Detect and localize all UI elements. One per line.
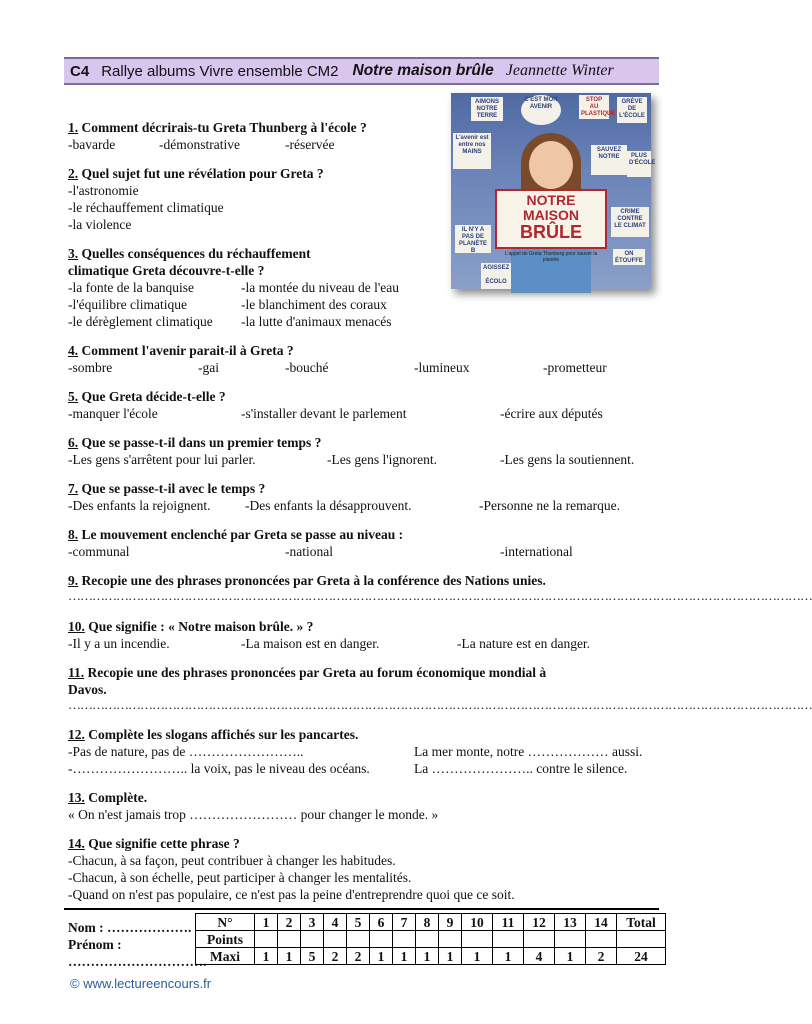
question-number: 5. xyxy=(68,389,79,404)
question-text: Davos. xyxy=(68,682,107,697)
cover-subtitle: L'appel de Greta Thunberg pour sauver la planète xyxy=(504,251,598,263)
question-11 xyxy=(68,664,546,681)
question-number: 1. xyxy=(68,120,79,135)
table-cell: 13 xyxy=(555,914,586,931)
option: -le blanchiment des coraux xyxy=(241,297,387,312)
option: -la fonte de la banquise xyxy=(68,280,194,295)
option: -s'installer devant le parlement xyxy=(241,406,407,421)
option: -national xyxy=(285,544,333,559)
option: -réservée xyxy=(285,137,335,152)
question-text: Quelles conséquences du réchauffement xyxy=(81,246,311,261)
option: -La nature est en danger. xyxy=(457,636,591,651)
answer-line[interactable]: …………………………………………………………………………………………………………………………………………………………………… xyxy=(68,588,812,603)
table-cell: 12 xyxy=(524,914,555,931)
points-cell[interactable] xyxy=(278,931,301,948)
option: -sombre xyxy=(68,360,113,375)
option: -gai xyxy=(198,360,219,375)
option: -l'astronomie xyxy=(68,183,139,198)
table-cell: 1 xyxy=(255,914,278,931)
table-cell: 2 xyxy=(586,948,617,965)
option: -prometteur xyxy=(543,360,607,375)
question-text: Complète les slogans affichés sur les pancartes. xyxy=(88,727,359,742)
question-4 xyxy=(68,342,294,359)
table-cell: 5 xyxy=(347,914,370,931)
points-cell[interactable] xyxy=(301,931,324,948)
table-cell: 1 xyxy=(255,948,278,965)
question-text: Comment l'avenir parait-il à Greta ? xyxy=(81,343,294,358)
option: -bouché xyxy=(285,360,329,375)
question-text: climatique Greta découvre-t-elle ? xyxy=(68,263,265,278)
slogan-blank[interactable]: La ………………….. contre le silence. xyxy=(414,761,628,776)
table-cell: Total xyxy=(617,914,666,931)
option: -Chacun, à son échelle, peut participer à changer les mentalités. xyxy=(68,870,412,885)
row-label: Maxi xyxy=(196,948,255,965)
score-table xyxy=(195,913,666,965)
table-cell: 7 xyxy=(393,914,416,931)
series-label: Rallye albums Vivre ensemble CM2 xyxy=(101,62,339,80)
points-cell[interactable] xyxy=(255,931,278,948)
cover-sign: STOP AU PLASTIQUE xyxy=(581,97,616,117)
question-text: Que signifie cette phrase ? xyxy=(88,836,240,851)
cover-title-box xyxy=(495,189,607,249)
table-row-points xyxy=(196,931,666,948)
option: -le dérèglement climatique xyxy=(68,314,213,329)
question-text: Recopie une des phrases prononcées par Greta au forum économique mondial à xyxy=(87,665,547,680)
copyright-link[interactable]: © www.lectureencours.fr xyxy=(70,976,212,991)
table-cell: 4 xyxy=(324,914,347,931)
option: -Les gens s'arrêtent pour lui parler. xyxy=(68,452,256,467)
option: -communal xyxy=(68,544,130,559)
option: -la montée du niveau de l'eau xyxy=(241,280,399,295)
points-cell[interactable] xyxy=(524,931,555,948)
points-cell[interactable] xyxy=(586,931,617,948)
level-label: C4 xyxy=(70,62,90,80)
option: -Les gens la soutiennent. xyxy=(500,452,635,467)
question-number: 2. xyxy=(68,166,79,181)
table-cell: 24 xyxy=(617,948,666,965)
question-number: 8. xyxy=(68,527,79,542)
option: -le réchauffement climatique xyxy=(68,200,224,215)
table-cell: 1 xyxy=(493,948,524,965)
cover-sign: C'EST MON AVENIR xyxy=(521,95,561,125)
points-cell[interactable] xyxy=(439,931,462,948)
cover-title-line: NOTRE xyxy=(526,192,576,208)
question-6 xyxy=(68,434,321,451)
table-cell: 10 xyxy=(462,914,493,931)
cover-title-line: MAISON xyxy=(523,207,579,223)
fill-in-blank[interactable]: « On n'est jamais trop …………………… pour changer le monde. » xyxy=(68,807,439,822)
firstname-label: Prénom : xyxy=(68,937,122,952)
cover-sign: L'avenir est entre nos MAINS xyxy=(453,133,491,169)
question-number: 12. xyxy=(68,727,85,742)
cover-sign: ON ÉTOUFFE xyxy=(613,249,645,265)
table-cell: 1 xyxy=(393,948,416,965)
cover-title-line: BRÛLE xyxy=(520,222,582,242)
table-cell: 1 xyxy=(278,948,301,965)
question-number: 13. xyxy=(68,790,85,805)
question-number: 11. xyxy=(68,665,85,680)
name-field[interactable]: Nom : ………………. xyxy=(68,920,192,935)
slogan-blank[interactable]: -Pas de nature, pas de …………………….. xyxy=(68,744,304,759)
table-cell: 6 xyxy=(370,914,393,931)
option: -l'équilibre climatique xyxy=(68,297,188,312)
question-12 xyxy=(68,726,358,743)
table-row-maxi xyxy=(196,948,666,965)
table-cell: 9 xyxy=(439,914,462,931)
question-number: 14. xyxy=(68,836,85,851)
option: -international xyxy=(500,544,573,559)
option: -Quand on n'est pas populaire, ce n'est pas la peine d'entreprendre quoi que ce soit. xyxy=(68,887,515,902)
slogan-blank[interactable]: La mer monte, notre ……………… aussi. xyxy=(414,744,643,759)
worksheet-header xyxy=(64,57,659,85)
table-row-numbers xyxy=(196,914,666,931)
table-cell: 1 xyxy=(462,948,493,965)
question-number: 3. xyxy=(68,246,79,261)
table-cell: 8 xyxy=(416,914,439,931)
question-text: Que se passe-t-il dans un premier temps ? xyxy=(81,435,322,450)
question-9 xyxy=(68,572,546,589)
cover-sign: ÉCOLO xyxy=(481,277,511,289)
points-cell[interactable] xyxy=(370,931,393,948)
points-cell[interactable] xyxy=(493,931,524,948)
option: -Des enfants la rejoignent. xyxy=(68,498,211,513)
book-cover-image xyxy=(451,93,656,289)
table-cell: 1 xyxy=(555,948,586,965)
points-cell[interactable] xyxy=(324,931,347,948)
question-10 xyxy=(68,618,313,635)
option: -démonstrative xyxy=(159,137,240,152)
cover-sign: GRÈVE DE L'ÉCOLE xyxy=(617,97,647,123)
question-number: 4. xyxy=(68,343,79,358)
question-13 xyxy=(68,789,147,806)
table-cell: 2 xyxy=(347,948,370,965)
row-label: N° xyxy=(196,914,255,931)
table-cell: 2 xyxy=(278,914,301,931)
option: -Personne ne la remarque. xyxy=(479,498,620,513)
question-1 xyxy=(68,119,367,136)
option: -Il y a un incendie. xyxy=(68,636,170,651)
option: -écrire aux députés xyxy=(500,406,603,421)
points-cell[interactable] xyxy=(393,931,416,948)
points-cell[interactable] xyxy=(617,931,666,948)
cover-illustration-face xyxy=(529,141,573,189)
question-text: Complète. xyxy=(88,790,148,805)
points-cell[interactable] xyxy=(347,931,370,948)
question-number: 7. xyxy=(68,481,79,496)
table-cell: 1 xyxy=(439,948,462,965)
question-7 xyxy=(68,480,265,497)
option: -lumineux xyxy=(414,360,470,375)
answer-line[interactable]: …………………………………………………………………………………………………………………………………………………………………… xyxy=(68,697,812,712)
slogan-blank[interactable]: -…………………….. la voix, pas le niveau des océans. xyxy=(68,761,370,776)
cover-sign: IL N'Y A PAS DE PLANÈTE B xyxy=(455,225,491,253)
table-cell: 2 xyxy=(324,948,347,965)
option: -Des enfants la désapprouvent. xyxy=(245,498,412,513)
question-text: Que se passe-t-il avec le temps ? xyxy=(81,481,266,496)
divider xyxy=(64,908,659,910)
cover-sign: AIMONS NOTRE TERRE xyxy=(471,97,503,121)
table-cell: 1 xyxy=(370,948,393,965)
points-cell[interactable] xyxy=(462,931,493,948)
table-cell: 4 xyxy=(524,948,555,965)
question-number: 6. xyxy=(68,435,79,450)
question-text: Que signifie : « Notre maison brûle. » ? xyxy=(88,619,314,634)
option: -la violence xyxy=(68,217,132,232)
question-14 xyxy=(68,835,240,852)
cover-sign: CRIME CONTRE LE CLIMAT xyxy=(611,207,649,237)
question-text: Le mouvement enclenché par Greta se passe au niveau : xyxy=(81,527,404,542)
book-title: Notre maison brûle xyxy=(352,62,494,79)
question-text: Comment décrirais-tu Greta Thunberg à l'école ? xyxy=(81,120,367,135)
option: -La maison est en danger. xyxy=(241,636,380,651)
question-text: Quel sujet fut une révélation pour Greta ? xyxy=(81,166,324,181)
row-label: Points xyxy=(196,931,255,948)
question-3-line2 xyxy=(68,262,264,279)
question-text: Que Greta décide-t-elle ? xyxy=(81,389,226,404)
question-text: Recopie une des phrases prononcées par Greta à la conférence des Nations unies. xyxy=(81,573,546,588)
table-cell: 11 xyxy=(493,914,524,931)
question-2 xyxy=(68,165,324,182)
cover-sign: AGISSEZ xyxy=(481,263,511,277)
option: -la lutte d'animaux menacés xyxy=(241,314,392,329)
question-11-line2 xyxy=(68,681,107,698)
cover-sign: SAUVEZ NOTRE xyxy=(591,145,627,175)
book-author: Jeannette Winter xyxy=(505,62,614,79)
question-3 xyxy=(68,245,311,262)
firstname-field[interactable]: …………………………. xyxy=(68,954,207,969)
question-8 xyxy=(68,526,403,543)
cover-sign: PLUS D'ÉCOLE xyxy=(627,151,651,177)
table-cell: 14 xyxy=(586,914,617,931)
question-number: 10. xyxy=(68,619,85,634)
question-5 xyxy=(68,388,226,405)
option: -Les gens l'ignorent. xyxy=(327,452,438,467)
option: -Chacun, à sa façon, peut contribuer à changer les habitudes. xyxy=(68,853,396,868)
table-cell: 1 xyxy=(416,948,439,965)
option: -manquer l'école xyxy=(68,406,158,421)
points-cell[interactable] xyxy=(555,931,586,948)
table-cell: 3 xyxy=(301,914,324,931)
question-number: 9. xyxy=(68,573,79,588)
points-cell[interactable] xyxy=(416,931,439,948)
table-cell: 5 xyxy=(301,948,324,965)
option: -bavarde xyxy=(68,137,116,152)
